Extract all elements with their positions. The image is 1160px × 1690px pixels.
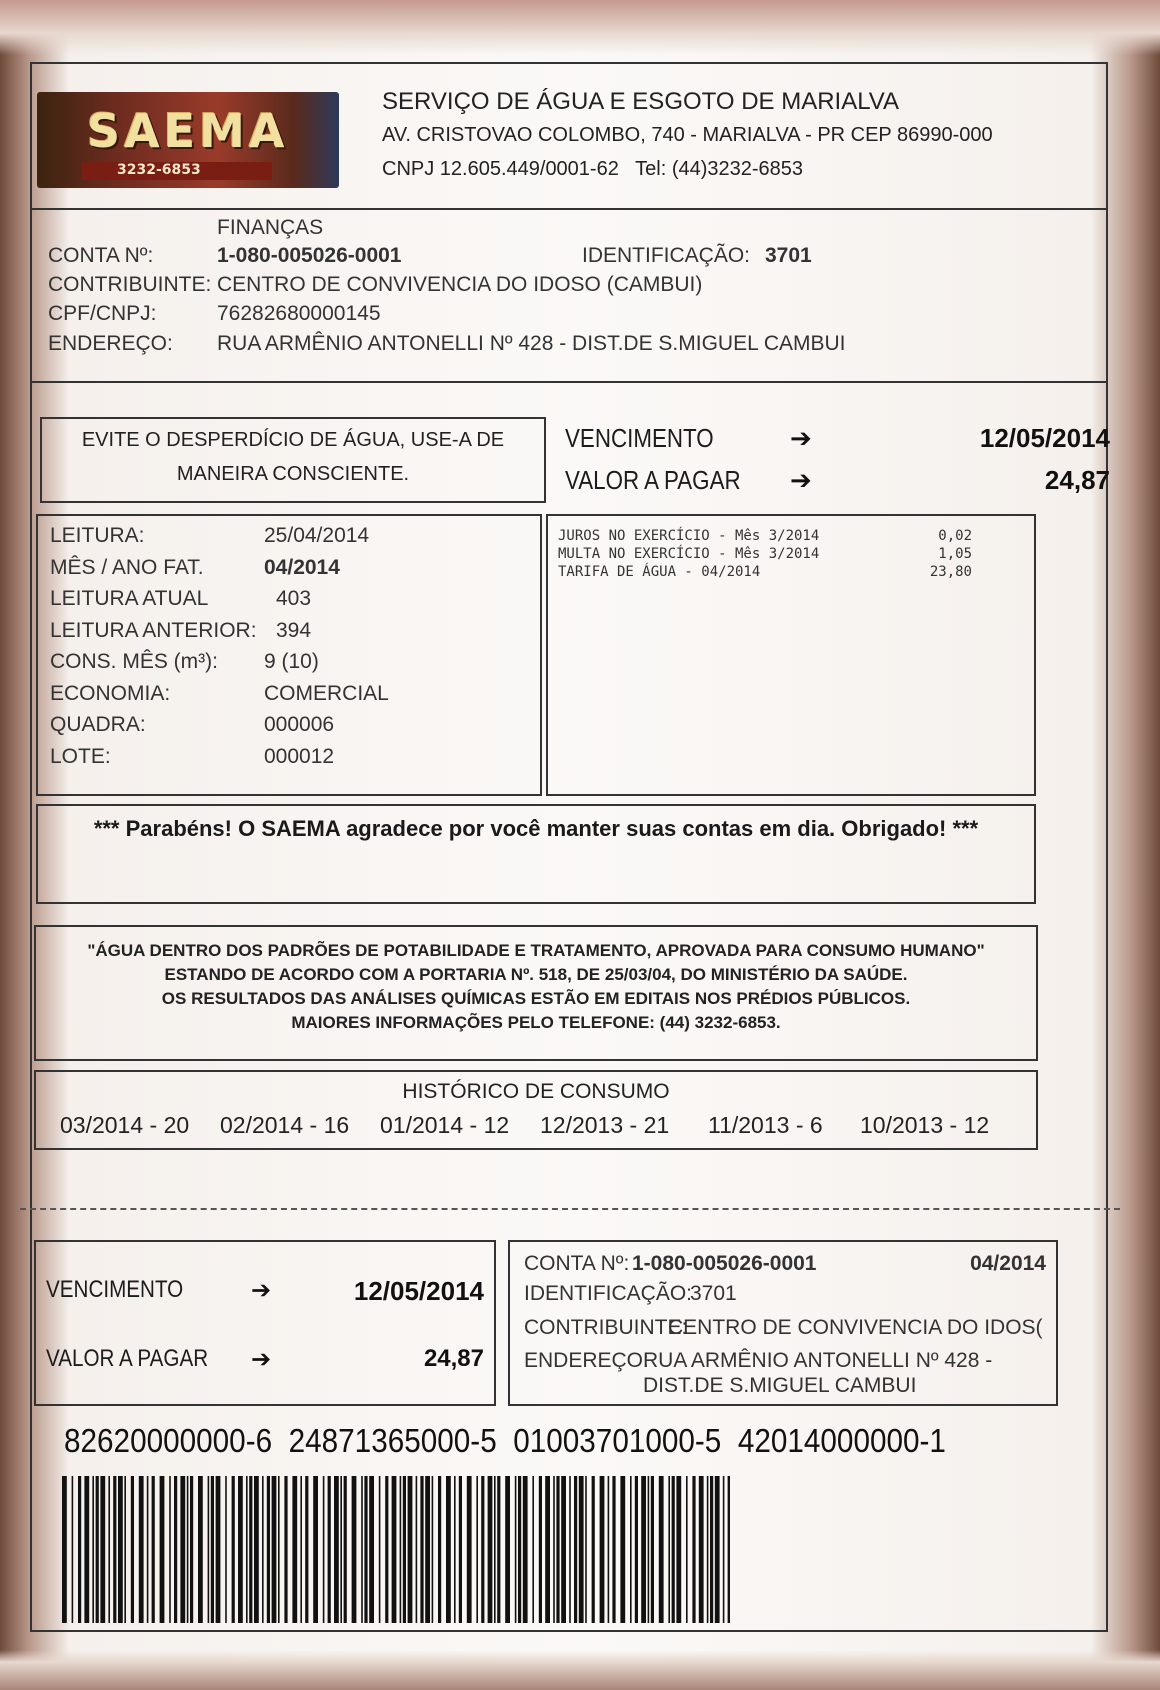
stub-ident-label: IDENTIFICAÇÃO:: [524, 1282, 693, 1305]
header-section: [30, 62, 1108, 210]
barcode-bar: [518, 1476, 521, 1623]
charge-value: 1,05: [938, 546, 972, 562]
barcode-bar: [432, 1476, 434, 1623]
barcode-bar: [515, 1476, 517, 1623]
barcode-bar: [113, 1476, 116, 1623]
barcode-bar: [278, 1476, 280, 1623]
stub-ident-value: 3701: [690, 1282, 737, 1305]
reading-value: 9 (10): [264, 650, 319, 673]
stub-amount-label: VALOR A PAGAR: [46, 1345, 209, 1372]
barcode-bar: [579, 1476, 584, 1623]
barcode-bar: [454, 1476, 456, 1623]
charge-description: MULTA NO EXERCÍCIO - Mês 3/2014: [558, 546, 820, 562]
quality-line-2: ESTANDO DE ACORDO COM A PORTARIA Nº. 518, DE 25/03/04, DO MINISTÉRIO DA SAÚDE.: [164, 965, 908, 984]
barcode-bar: [553, 1476, 555, 1623]
barcode-bar: [710, 1476, 713, 1623]
arrow-icon: ➔: [251, 1277, 272, 1304]
notice-line-1: EVITE O DESPERDÍCIO DE ÁGUA, USE-A DE: [81, 429, 505, 451]
reading-box: [36, 514, 542, 796]
barcode-bar: [152, 1476, 155, 1623]
barcode-bar: [635, 1476, 638, 1623]
barcode-bar: [334, 1476, 339, 1623]
barcode-bar: [364, 1476, 367, 1623]
reading-value: 000012: [264, 744, 335, 768]
barcode-bar: [323, 1476, 325, 1623]
history-item: 12/2013 - 21: [540, 1112, 670, 1138]
barcode-bar: [232, 1476, 235, 1623]
barcode-bar: [446, 1476, 451, 1623]
history-item: 11/2013 - 6: [708, 1112, 823, 1138]
stub-address-value: RUA ARMÊNIO ANTONELLI Nº 428 -: [643, 1349, 993, 1372]
barcode-bar: [651, 1476, 654, 1623]
barcode-bar: [190, 1476, 193, 1623]
barcode-bar: [131, 1476, 134, 1623]
account-section: [30, 208, 1108, 383]
barcode-bar: [225, 1476, 227, 1623]
reading-value: COMERCIAL: [264, 681, 389, 705]
barcode-bar: [352, 1476, 357, 1623]
stub-amount-value: 24,87: [423, 1345, 484, 1372]
barcode-bar: [539, 1476, 542, 1623]
barcode-bar: [62, 1476, 67, 1623]
barcode-bar: [344, 1476, 347, 1623]
barcode-bar: [174, 1476, 177, 1623]
reading-label: LEITURA:: [50, 524, 145, 547]
barcode: [60, 1476, 730, 1623]
stub-month: 04/2014: [970, 1252, 1046, 1275]
department-label: FINANÇAS: [217, 216, 324, 239]
arrow-icon: ➔: [790, 465, 812, 495]
barcode-bar: [523, 1476, 528, 1623]
barcode-bar: [728, 1476, 730, 1623]
barcode-bar: [497, 1476, 500, 1623]
notice-line-2: MANEIRA CONSCIENTE.: [176, 463, 410, 485]
contrib-value: CENTRO DE CONVIVENCIA DO IDOSO (CAMBUI): [217, 273, 703, 296]
quality-box: [34, 925, 1038, 1061]
barcode-bar: [641, 1476, 646, 1623]
barcode-bar: [328, 1476, 331, 1623]
barcode-digits: 82620000000-6 24871365000-5 01003701000-5 42014000000-1: [64, 1422, 946, 1459]
barcode-bar: [686, 1476, 688, 1623]
barcode-bar: [476, 1476, 478, 1623]
barcode-bar: [254, 1476, 259, 1623]
saema-logo: [37, 92, 339, 188]
barcode-bar: [216, 1476, 221, 1623]
barcode-bar: [361, 1476, 363, 1623]
barcode-bar: [369, 1476, 374, 1623]
barcode-bar: [648, 1476, 650, 1623]
scan-bottom-edge: [0, 1650, 1160, 1690]
arrow-icon: ➔: [251, 1346, 272, 1373]
barcode-bar: [124, 1476, 126, 1623]
barcode-bar: [400, 1476, 402, 1623]
barcode-bar: [211, 1476, 214, 1623]
barcode-bar: [300, 1476, 302, 1623]
barcode-bar: [612, 1476, 615, 1623]
barcode-bar: [561, 1476, 566, 1623]
charge-description: TARIFA DE ÁGUA - 04/2014: [558, 564, 761, 580]
barcode-bar: [267, 1476, 270, 1623]
barcode-bar: [416, 1476, 418, 1623]
stub-conta-label: CONTA Nº:: [524, 1252, 630, 1275]
stub-due-value: 12/05/2014: [353, 1276, 484, 1306]
history-box: [34, 1070, 1038, 1150]
notice-box: [40, 417, 546, 503]
barcode-bar: [198, 1476, 203, 1623]
barcode-bar: [569, 1476, 571, 1623]
barcode-bar: [292, 1476, 297, 1623]
barcode-bar: [438, 1476, 441, 1623]
reading-value: 394: [276, 618, 312, 642]
charges-box: [546, 514, 1036, 796]
barcode-bar: [556, 1476, 559, 1623]
reading-value: 403: [276, 587, 312, 610]
barcode-bar: [481, 1476, 484, 1623]
reading-label: LEITURA ATUAL: [50, 587, 209, 610]
barcode-bar: [459, 1476, 462, 1623]
barcode-bar: [676, 1476, 681, 1623]
barcode-bar: [262, 1476, 264, 1623]
barcode-bar: [692, 1476, 695, 1623]
barcode-bar: [403, 1476, 406, 1623]
barcode-bar: [668, 1476, 670, 1623]
charge-description: JUROS NO EXERCÍCIO - Mês 3/2014: [558, 528, 820, 544]
ident-label: IDENTIFICAÇÃO:: [582, 244, 751, 267]
conta-label: CONTA Nº:: [48, 244, 154, 267]
address-value: RUA ARMÊNIO ANTONELLI Nº 428 - DIST.DE S.MIGUEL CAMBUI: [217, 332, 846, 355]
reading-value: 25/04/2014: [264, 524, 370, 547]
cpf-label: CPF/CNPJ:: [48, 302, 157, 325]
cpf-value: 76282680000145: [217, 302, 381, 325]
barcode-bar: [608, 1476, 610, 1623]
history-item: 01/2014 - 12: [380, 1112, 510, 1138]
reading-value: 000006: [264, 713, 335, 736]
reading-label: CONS. MÊS (m³):: [50, 650, 218, 673]
company-cnpj-phone: CNPJ 12.605.449/0001-62 Tel: (44)3232-6853: [382, 158, 804, 180]
stub-account-box: [508, 1240, 1058, 1406]
barcode-bar: [707, 1476, 709, 1623]
barcode-bar: [420, 1476, 423, 1623]
scan-top-edge: [0, 0, 1160, 55]
reading-label: ECONOMIA:: [50, 681, 171, 705]
barcode-bar: [284, 1476, 287, 1623]
barcode-bar: [385, 1476, 388, 1623]
stub-conta-value: 1-080-005026-0001: [632, 1252, 817, 1275]
amount-value: 24,87: [1044, 465, 1110, 495]
history-title: HISTÓRICO DE CONSUMO: [402, 1080, 670, 1103]
thank-you-message: *** Parabéns! O SAEMA agradece por você manter suas contas em dia. Obrigado! ***: [93, 816, 979, 841]
reading-label: LEITURA ANTERIOR:: [50, 618, 257, 642]
barcode-bar: [592, 1476, 595, 1623]
stub-payment-box: [34, 1240, 496, 1406]
barcode-bar: [108, 1476, 110, 1623]
logo-phone: 3232-6853: [117, 162, 201, 178]
barcode-bar: [715, 1476, 720, 1623]
stub-contrib-value: CENTRO DE CONVIVENCIA DO IDOS(: [668, 1316, 1043, 1339]
cut-line: [20, 1208, 1120, 1210]
barcode-bar: [84, 1476, 89, 1623]
water-bill: [20, 62, 1120, 1632]
due-label: VENCIMENTO: [565, 423, 714, 453]
address-label: ENDEREÇO:: [48, 332, 173, 355]
barcode-bar: [699, 1476, 704, 1623]
barcode-bar: [313, 1476, 318, 1623]
barcode-bar: [272, 1476, 277, 1623]
charge-value: 23,80: [929, 564, 972, 580]
barcode-bar: [238, 1476, 243, 1623]
barcode-bar: [249, 1476, 252, 1623]
barcode-bar: [585, 1476, 587, 1623]
barcode-bar: [246, 1476, 248, 1623]
barcode-bar: [723, 1476, 725, 1623]
barcode-bar: [672, 1476, 675, 1623]
message-box: [36, 804, 1036, 904]
barcode-bar: [379, 1476, 381, 1623]
quality-line-4: MAIORES INFORMAÇÕES PELO TELEFONE: (44) 3232-6853.: [291, 1013, 781, 1032]
barcode-bar: [92, 1476, 94, 1623]
reading-value: 04/2014: [264, 555, 340, 579]
barcode-bar: [169, 1476, 171, 1623]
ident-value: 3701: [765, 244, 812, 267]
barcode-bar: [187, 1476, 189, 1623]
barcode-bar: [408, 1476, 413, 1623]
charge-value: 0,02: [938, 528, 972, 544]
stub-contrib-label: CONTRIBUINTE:: [524, 1316, 688, 1339]
barcode-bar: [72, 1476, 74, 1623]
barcode-bar: [467, 1476, 472, 1623]
arrow-icon: ➔: [790, 423, 812, 453]
stub-due-label: VENCIMENTO: [46, 1276, 184, 1303]
barcode-bar: [160, 1476, 165, 1623]
logo-word: SAEMA: [87, 104, 289, 158]
barcode-bar: [659, 1476, 664, 1623]
barcode-bar: [208, 1476, 210, 1623]
reading-label: LOTE:: [50, 744, 111, 768]
barcode-bar: [139, 1476, 144, 1623]
quality-line-1: "ÁGUA DENTRO DOS PADRÕES DE POTABILIDADE E TRATAMENTO, APROVADA PARA CONSUMO HUMANO": [87, 941, 985, 960]
barcode-bar: [78, 1476, 81, 1623]
quality-line-3: OS RESULTADOS DAS ANÁLISES QUÍMICAS ESTÃO EM EDITAIS NOS PRÉDIOS PÚBLICOS.: [161, 989, 911, 1008]
barcode-bar: [96, 1476, 99, 1623]
barcode-bar: [147, 1476, 149, 1623]
due-value: 12/05/2014: [979, 423, 1110, 453]
reading-label: QUADRA:: [50, 713, 146, 736]
barcode-bar: [340, 1476, 342, 1623]
barcode-bar: [532, 1476, 534, 1623]
barcode-bar: [180, 1476, 185, 1623]
barcode-bar: [494, 1476, 496, 1623]
contrib-label: CONTRIBUINTE:: [48, 273, 212, 296]
history-item: 02/2014 - 16: [220, 1112, 350, 1138]
barcode-bar: [630, 1476, 632, 1623]
company-address: AV. CRISTOVAO COLOMBO, 740 - MARIALVA - PR CEP 86990-000: [382, 124, 993, 146]
barcode-bar: [574, 1476, 577, 1623]
barcode-bar: [620, 1476, 625, 1623]
barcode-bar: [100, 1476, 105, 1623]
amount-label: VALOR A PAGAR: [565, 465, 741, 495]
barcode-bar: [488, 1476, 493, 1623]
conta-value: 1-080-005026-0001: [217, 244, 402, 267]
barcode-bar: [305, 1476, 308, 1623]
stub-address-value-2: DIST.DE S.MIGUEL CAMBUI: [643, 1374, 917, 1397]
company-name: SERVIÇO DE ÁGUA E ESGOTO DE MARIALVA: [382, 88, 900, 115]
history-item: 10/2013 - 12: [860, 1112, 990, 1138]
barcode-bar: [392, 1476, 397, 1623]
barcode-bar: [505, 1476, 510, 1623]
stub-address-label: ENDEREÇO:: [524, 1349, 649, 1372]
barcode-bar: [600, 1476, 605, 1623]
barcode-bar: [118, 1476, 123, 1623]
history-item: 03/2014 - 20: [60, 1112, 190, 1138]
barcode-bar: [425, 1476, 430, 1623]
reading-label: MÊS / ANO FAT.: [50, 555, 204, 579]
barcode-bar: [545, 1476, 550, 1623]
